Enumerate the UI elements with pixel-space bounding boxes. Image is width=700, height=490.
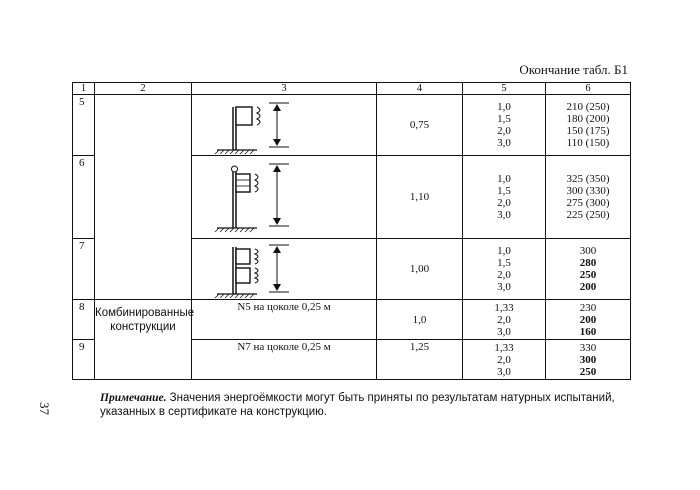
value: 300 <box>579 353 597 366</box>
note-label: Примечание. <box>100 392 167 404</box>
value: 1,5 <box>497 113 511 125</box>
header-cell: 4 <box>377 83 463 95</box>
height-values <box>463 239 546 300</box>
value: 2,0 <box>497 269 511 281</box>
value: 180 (200) <box>566 113 610 125</box>
value: 2,0 <box>497 125 511 137</box>
page-number: 37 <box>37 402 52 415</box>
header-cell: 2 <box>95 83 192 95</box>
height-values <box>463 95 546 156</box>
row-number: 7 <box>73 239 95 300</box>
table-caption: Окончание табл. Б1 <box>519 62 628 77</box>
header-cell: 6 <box>546 83 631 95</box>
row-number: 8 <box>73 300 95 340</box>
coefficient-cell: 1,0 <box>377 300 463 340</box>
construction-label: N5 на цоколе 0,25 м <box>192 300 377 340</box>
value: 3,0 <box>497 137 511 149</box>
value: 275 (300) <box>566 197 610 209</box>
header-cell: 1 <box>73 83 95 95</box>
flag-3-diagram <box>209 239 319 299</box>
energy-values <box>546 156 631 239</box>
value: 300 (330) <box>566 185 610 197</box>
value: 1,0 <box>497 245 511 257</box>
height-values <box>463 340 546 380</box>
value: 2,0 <box>497 313 511 326</box>
table-row <box>73 340 631 380</box>
energy-values <box>546 300 631 340</box>
energy-values <box>546 239 631 300</box>
diagram-cell <box>192 239 377 300</box>
energy-values <box>546 95 631 156</box>
diagram-cell <box>192 95 377 156</box>
value: 1,0 <box>497 173 511 185</box>
value: 200 <box>579 281 597 293</box>
value: 330 <box>579 341 597 354</box>
value: 3,0 <box>497 365 511 378</box>
value: 150 (175) <box>566 125 610 137</box>
height-values <box>463 156 546 239</box>
row-number: 9 <box>73 340 95 380</box>
value: 1,5 <box>497 257 511 269</box>
coefficient-cell: 1,00 <box>377 239 463 300</box>
value: 250 <box>579 365 597 378</box>
value: 3,0 <box>497 281 511 293</box>
value: 300 <box>579 245 597 257</box>
coefficient-cell: 1,10 <box>377 156 463 239</box>
table-row <box>73 95 631 156</box>
header-cell: 5 <box>463 83 546 95</box>
value: 1,33 <box>494 341 514 354</box>
construction-label: N7 на цоколе 0,25 м <box>192 340 377 380</box>
value: 2,0 <box>497 353 511 366</box>
table-row <box>73 300 631 340</box>
value: 230 <box>579 301 597 314</box>
value: 110 (150) <box>566 137 610 149</box>
flag-1-diagram <box>209 95 319 155</box>
flag-2-diagram <box>209 156 319 236</box>
value: 160 <box>579 325 597 338</box>
value: 250 <box>579 269 597 281</box>
coefficient-cell: 1,25 <box>377 340 463 380</box>
row-type-cell <box>95 340 192 380</box>
row-number: 5 <box>73 95 95 156</box>
value: 3,0 <box>497 325 511 338</box>
value: 3,0 <box>497 209 511 221</box>
energy-values <box>546 340 631 380</box>
value: 210 (250) <box>566 101 610 113</box>
height-values <box>463 300 546 340</box>
coefficient-cell: 0,75 <box>377 95 463 156</box>
value: 2,0 <box>497 197 511 209</box>
value: 325 (350) <box>566 173 610 185</box>
header-cell: 3 <box>192 83 377 95</box>
value: 280 <box>579 257 597 269</box>
diagram-cell <box>192 156 377 239</box>
value: 1,33 <box>494 301 514 314</box>
value: 1,5 <box>497 185 511 197</box>
row-number: 6 <box>73 156 95 239</box>
note-text: Значения энергоёмкости могут быть приняты по результатам натурных испытаний, указанных в сертификате на конструкцию. <box>100 392 615 418</box>
header-row <box>73 83 631 95</box>
value: 200 <box>579 313 597 326</box>
data-table <box>72 82 631 380</box>
row-type-cell <box>95 95 192 300</box>
table-note <box>100 391 635 419</box>
value: 225 (250) <box>566 209 610 221</box>
row-type-label: Комбинированные конструкции <box>95 300 192 340</box>
value: 1,0 <box>497 101 511 113</box>
